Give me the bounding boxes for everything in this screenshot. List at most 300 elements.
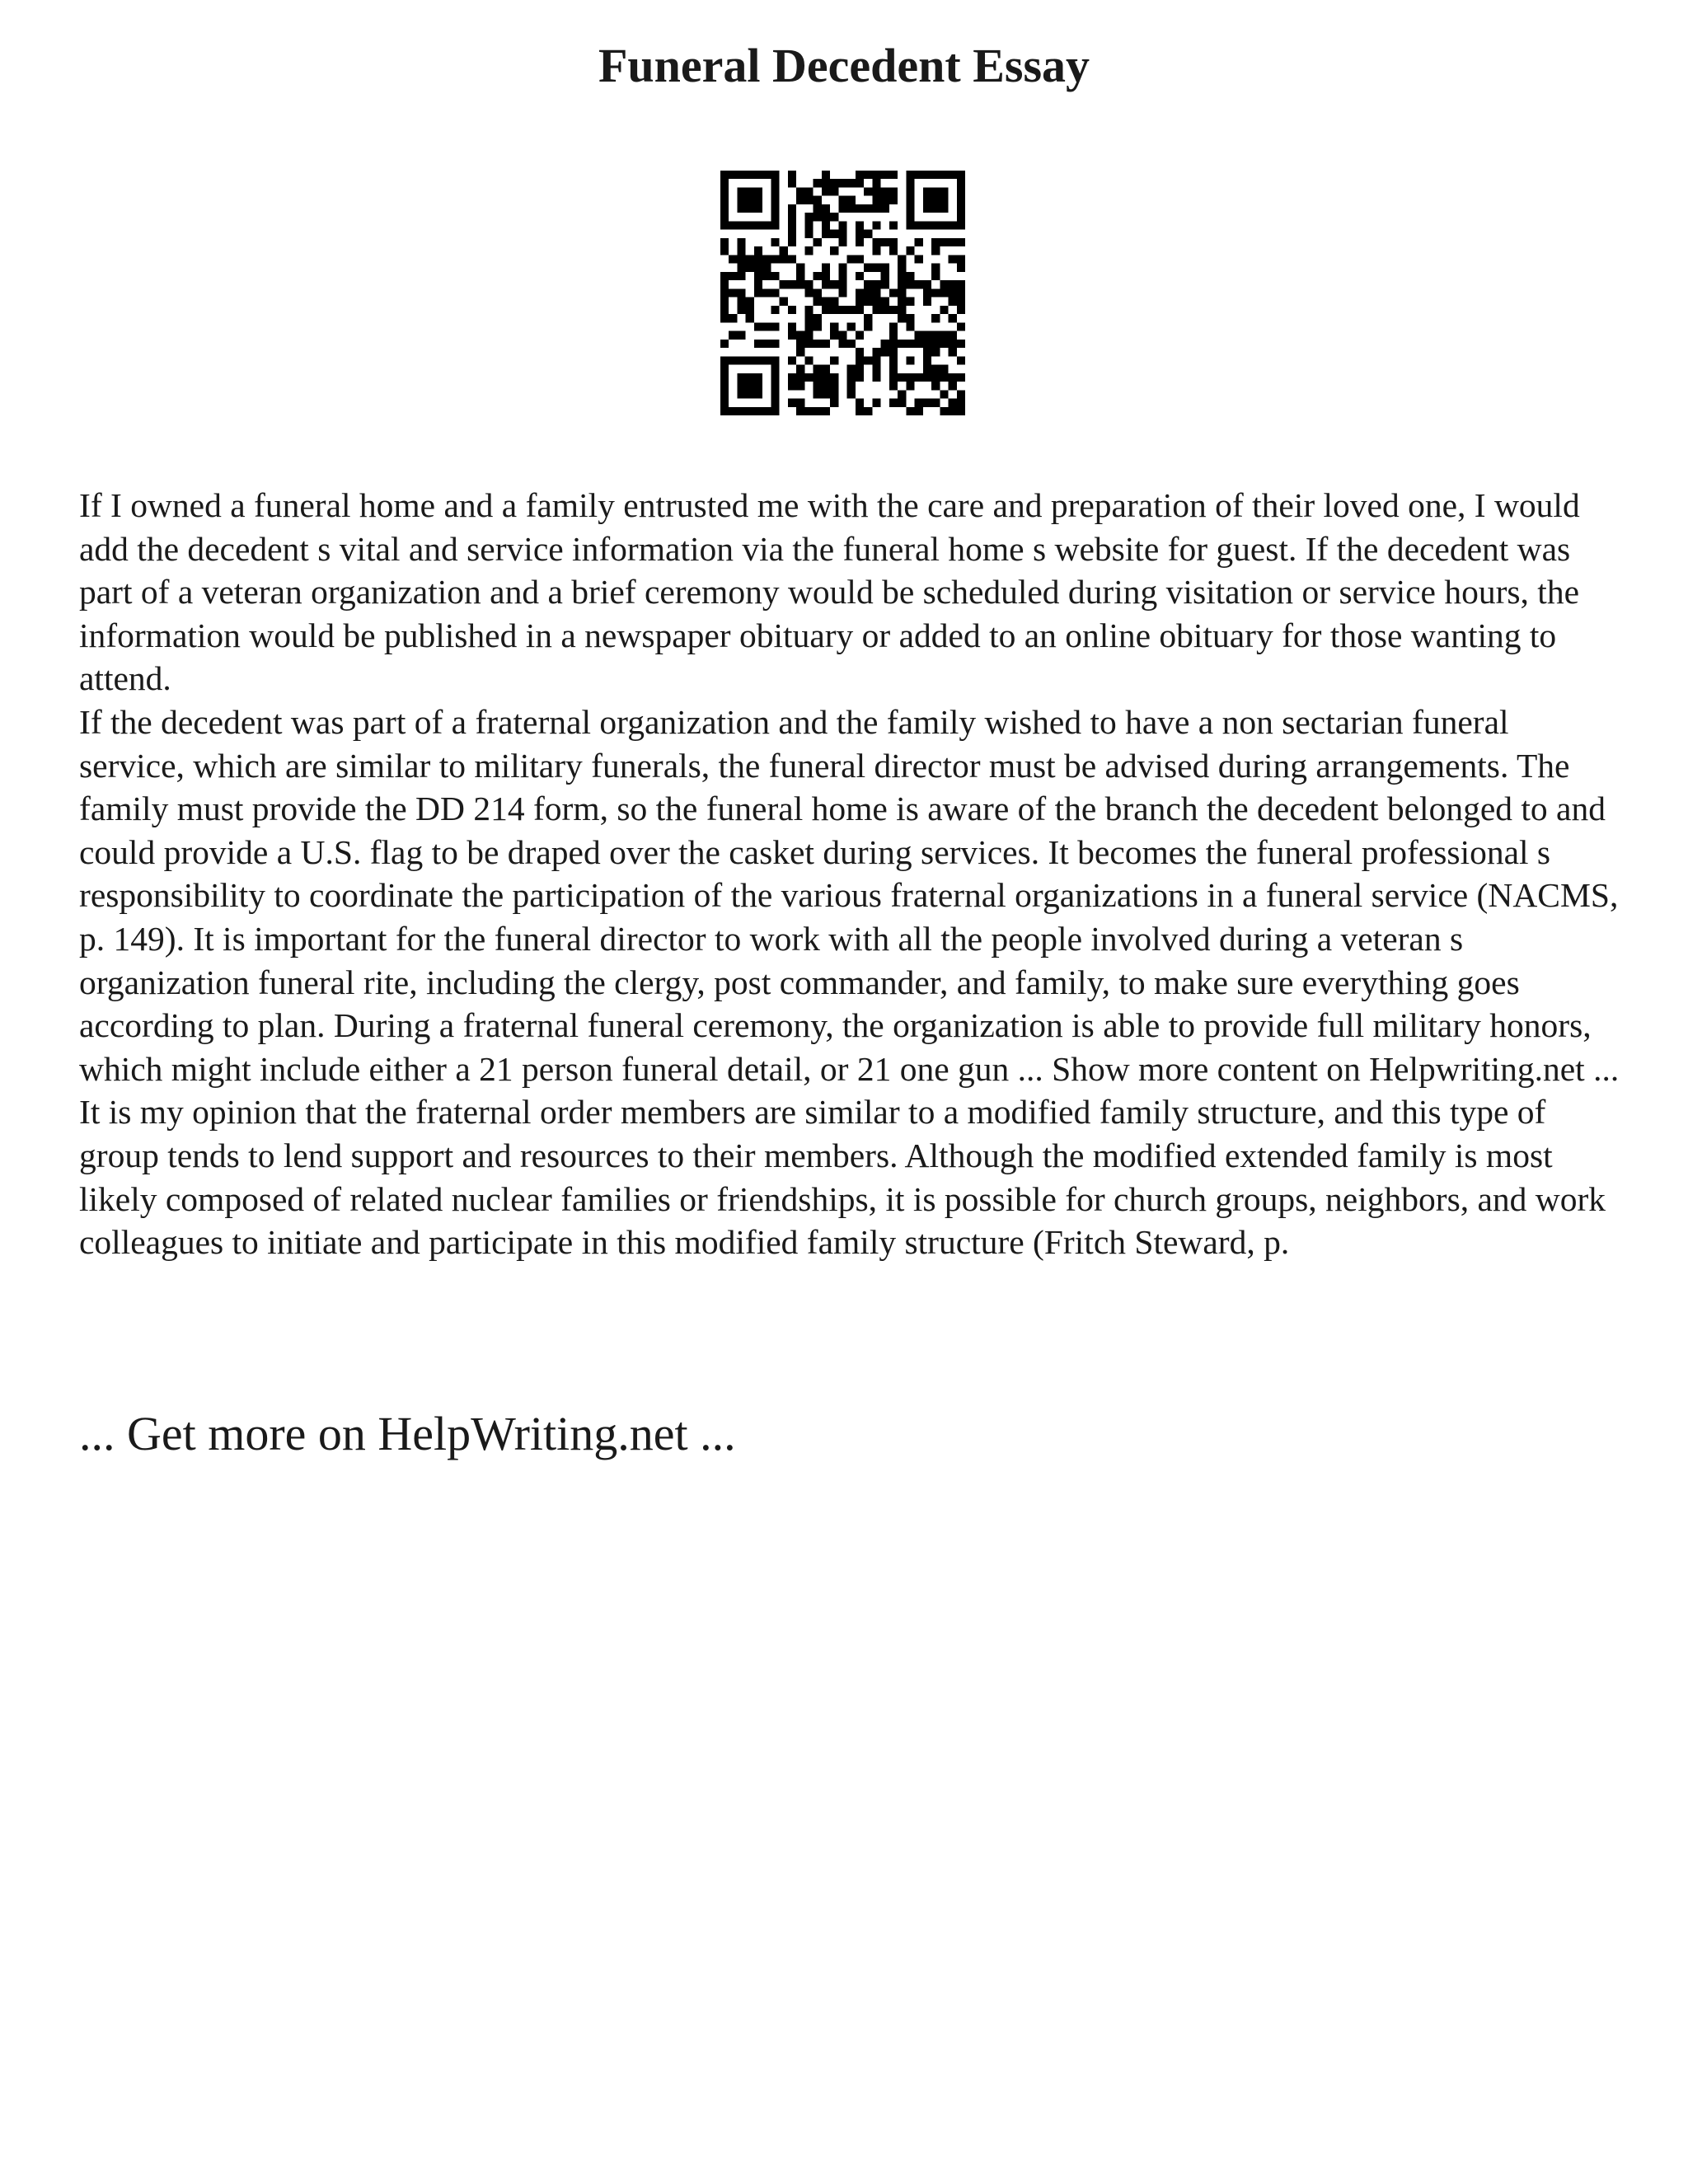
qr-module xyxy=(796,399,804,407)
qr-module xyxy=(830,382,838,390)
qr-module xyxy=(754,407,762,415)
qr-module xyxy=(889,322,898,330)
qr-module xyxy=(872,204,880,213)
qr-module xyxy=(804,288,813,297)
qr-module xyxy=(754,280,762,288)
qr-module xyxy=(822,204,830,213)
qr-module xyxy=(881,187,889,195)
qr-module xyxy=(720,280,729,288)
qr-module xyxy=(830,230,838,238)
qr-module xyxy=(856,399,864,407)
qr-module xyxy=(906,298,914,306)
qr-module xyxy=(889,187,898,195)
qr-module xyxy=(898,314,906,322)
qr-module xyxy=(720,204,729,213)
qr-module xyxy=(898,399,906,407)
qr-module xyxy=(923,196,931,204)
qr-module xyxy=(940,187,948,195)
qr-module xyxy=(796,280,804,288)
qr-module xyxy=(804,246,813,255)
qr-module xyxy=(720,306,729,314)
qr-module xyxy=(940,365,948,373)
qr-module xyxy=(754,246,762,255)
qr-module xyxy=(762,221,771,229)
qr-module xyxy=(898,373,906,382)
qr-module xyxy=(872,399,880,407)
qr-module xyxy=(780,255,788,263)
qr-module xyxy=(923,298,931,306)
qr-module xyxy=(889,365,898,373)
qr-module xyxy=(923,288,931,297)
qr-module xyxy=(788,382,796,390)
qr-module xyxy=(923,373,931,382)
qr-module xyxy=(957,255,965,263)
qr-module xyxy=(864,204,872,213)
qr-module xyxy=(872,298,880,306)
qr-module xyxy=(931,171,940,179)
qr-module xyxy=(856,230,864,238)
qr-module xyxy=(931,196,940,204)
qr-module xyxy=(762,171,771,179)
qr-module xyxy=(754,204,762,213)
qr-module xyxy=(830,390,838,398)
qr-module xyxy=(822,407,830,415)
qr-module xyxy=(949,348,957,356)
qr-module xyxy=(822,306,830,314)
qr-module xyxy=(906,373,914,382)
qr-module xyxy=(864,356,872,364)
qr-module xyxy=(720,179,729,187)
qr-module xyxy=(949,407,957,415)
qr-module xyxy=(788,204,796,213)
qr-module xyxy=(754,171,762,179)
qr-module xyxy=(771,373,779,382)
qr-module xyxy=(881,298,889,306)
qr-module xyxy=(754,382,762,390)
qr-module xyxy=(940,238,948,246)
qr-module xyxy=(788,306,796,314)
qr-module xyxy=(923,331,931,340)
qr-module xyxy=(788,255,796,263)
qr-module xyxy=(949,280,957,288)
qr-module xyxy=(771,171,779,179)
qr-module xyxy=(906,340,914,348)
qr-module xyxy=(931,187,940,195)
qr-module xyxy=(754,196,762,204)
qr-module xyxy=(864,407,872,415)
qr-module xyxy=(949,171,957,179)
qr-module xyxy=(754,288,762,297)
qr-module xyxy=(796,373,804,382)
qr-module xyxy=(881,264,889,272)
qr-module xyxy=(804,322,813,330)
qr-module xyxy=(804,187,813,195)
page-title: Funeral Decedent Essay xyxy=(598,39,1090,92)
qr-module xyxy=(957,221,965,229)
qr-module xyxy=(872,171,880,179)
qr-module xyxy=(788,322,796,330)
qr-module xyxy=(746,255,754,263)
qr-module xyxy=(737,288,745,297)
qr-module xyxy=(754,272,762,280)
qr-module xyxy=(915,221,923,229)
qr-module xyxy=(838,340,846,348)
qr-module xyxy=(856,288,864,297)
qr-module xyxy=(898,298,906,306)
qr-module xyxy=(838,221,846,229)
qr-module xyxy=(796,365,804,373)
qr-module xyxy=(804,196,813,204)
qr-module xyxy=(889,399,898,407)
qr-module xyxy=(762,356,771,364)
qr-module xyxy=(796,272,804,280)
qr-module xyxy=(771,272,779,280)
qr-module xyxy=(814,365,822,373)
qr-module xyxy=(720,238,729,246)
qr-module xyxy=(949,399,957,407)
qr-module xyxy=(881,171,889,179)
qr-module xyxy=(906,179,914,187)
qr-module xyxy=(814,179,822,187)
qr-module xyxy=(804,314,813,322)
qr-module xyxy=(906,407,914,415)
qr-module xyxy=(872,187,880,195)
qr-module xyxy=(814,373,822,382)
qr-module xyxy=(957,373,965,382)
qr-module xyxy=(762,264,771,272)
qr-module xyxy=(771,322,779,330)
qr-module xyxy=(838,238,846,246)
qr-module xyxy=(814,314,822,322)
qr-module xyxy=(898,340,906,348)
qr-module xyxy=(856,255,864,263)
qr-module xyxy=(754,264,762,272)
qr-module xyxy=(872,264,880,272)
qr-module xyxy=(906,314,914,322)
qr-module xyxy=(889,348,898,356)
qr-module xyxy=(762,340,771,348)
qr-module xyxy=(940,306,948,314)
qr-module xyxy=(889,288,898,297)
qr-module xyxy=(931,399,940,407)
qr-module xyxy=(754,390,762,398)
qr-module xyxy=(814,382,822,390)
qr-module xyxy=(889,238,898,246)
qr-module xyxy=(847,382,856,390)
qr-module xyxy=(729,407,737,415)
qr-module xyxy=(957,280,965,288)
qr-module xyxy=(720,187,729,195)
qr-module xyxy=(906,272,914,280)
qr-module xyxy=(949,288,957,297)
qr-module xyxy=(804,213,813,221)
qr-module xyxy=(923,221,931,229)
qr-module xyxy=(940,221,948,229)
qr-module xyxy=(796,196,804,204)
qr-module xyxy=(720,373,729,382)
qr-module xyxy=(906,322,914,330)
qr-module xyxy=(906,213,914,221)
qr-module xyxy=(898,280,906,288)
qr-module xyxy=(923,365,931,373)
qr-module xyxy=(949,298,957,306)
qr-module xyxy=(957,187,965,195)
qr-module xyxy=(915,280,923,288)
qr-module xyxy=(838,196,846,204)
qr-module xyxy=(957,340,965,348)
qr-module xyxy=(856,179,864,187)
qr-module xyxy=(957,288,965,297)
qr-module xyxy=(898,255,906,263)
qr-module xyxy=(804,230,813,238)
qr-module xyxy=(737,264,745,272)
qr-module xyxy=(847,340,856,348)
qr-module xyxy=(822,272,830,280)
qr-module xyxy=(872,288,880,297)
qr-module xyxy=(720,314,729,322)
qr-module xyxy=(729,356,737,364)
qr-module xyxy=(771,238,779,246)
qr-module xyxy=(923,280,931,288)
qr-module xyxy=(720,213,729,221)
qr-module xyxy=(814,288,822,297)
qr-module xyxy=(881,280,889,288)
qr-module xyxy=(881,204,889,213)
qr-module xyxy=(788,280,796,288)
qr-module xyxy=(881,238,889,246)
qr-module xyxy=(771,340,779,348)
qr-module xyxy=(915,407,923,415)
qr-module xyxy=(847,322,856,330)
qr-module xyxy=(889,306,898,314)
qr-module xyxy=(737,331,745,340)
qr-module xyxy=(931,331,940,340)
qr-module xyxy=(906,196,914,204)
qr-module xyxy=(822,230,830,238)
qr-module xyxy=(754,356,762,364)
qr-module xyxy=(856,407,864,415)
qr-module xyxy=(780,298,788,306)
qr-module xyxy=(737,298,745,306)
qr-module xyxy=(847,390,856,398)
qr-module xyxy=(838,306,846,314)
qr-module xyxy=(923,356,931,364)
qr-module xyxy=(814,390,822,398)
qr-module xyxy=(889,373,898,382)
qr-module xyxy=(771,213,779,221)
qr-module xyxy=(906,171,914,179)
qr-module xyxy=(796,187,804,195)
qr-module xyxy=(720,246,729,255)
qr-module xyxy=(830,246,838,255)
qr-module xyxy=(822,340,830,348)
qr-module xyxy=(746,407,754,415)
qr-module xyxy=(822,179,830,187)
qr-module xyxy=(796,407,804,415)
qr-module xyxy=(838,272,846,280)
qr-module xyxy=(856,331,864,340)
qr-module xyxy=(729,221,737,229)
qr-module xyxy=(847,179,856,187)
qr-module xyxy=(788,356,796,364)
qr-module xyxy=(737,382,745,390)
qr-module xyxy=(830,331,838,340)
qr-module xyxy=(889,171,898,179)
qr-module xyxy=(804,340,813,348)
qr-module xyxy=(746,171,754,179)
essay-body xyxy=(79,484,1620,1264)
qr-module xyxy=(949,314,957,322)
qr-module xyxy=(746,373,754,382)
qr-module xyxy=(780,280,788,288)
qr-module xyxy=(814,322,822,330)
qr-module xyxy=(788,213,796,221)
qr-module xyxy=(957,399,965,407)
qr-module xyxy=(940,280,948,288)
qr-module xyxy=(796,382,804,390)
qr-module xyxy=(746,390,754,398)
qr-module xyxy=(915,255,923,263)
qr-module xyxy=(856,171,864,179)
qr-module xyxy=(856,204,864,213)
qr-module xyxy=(847,373,856,382)
qr-module xyxy=(804,356,813,364)
qr-module xyxy=(771,204,779,213)
qr-module xyxy=(906,382,914,390)
qr-module xyxy=(931,246,940,255)
qr-module xyxy=(847,255,856,263)
qr-module xyxy=(940,331,948,340)
qr-module xyxy=(720,196,729,204)
qr-module xyxy=(822,213,830,221)
qr-module xyxy=(889,246,898,255)
qr-module xyxy=(856,272,864,280)
qr-module xyxy=(872,280,880,288)
qr-module xyxy=(856,373,864,382)
qr-module xyxy=(915,331,923,340)
qr-module xyxy=(737,306,745,314)
qr-module xyxy=(771,356,779,364)
qr-module xyxy=(771,196,779,204)
qr-module xyxy=(720,399,729,407)
qr-module xyxy=(957,238,965,246)
qr-module xyxy=(720,365,729,373)
qr-module xyxy=(931,204,940,213)
qr-module xyxy=(771,221,779,229)
qr-module xyxy=(898,306,906,314)
qr-module xyxy=(931,373,940,382)
qr-module xyxy=(788,238,796,246)
get-more-link[interactable]: ... Get more on HelpWriting.net ... xyxy=(79,1407,736,1460)
qr-module xyxy=(872,196,880,204)
qr-module xyxy=(720,340,729,348)
qr-module xyxy=(856,221,864,229)
qr-code-icon xyxy=(720,171,965,415)
qr-module xyxy=(864,230,872,238)
qr-module xyxy=(864,314,872,322)
qr-module xyxy=(957,322,965,330)
qr-module xyxy=(898,390,906,398)
qr-module xyxy=(746,264,754,272)
qr-module xyxy=(814,298,822,306)
qr-module xyxy=(906,187,914,195)
qr-module xyxy=(889,382,898,390)
qr-module xyxy=(771,399,779,407)
qr-module xyxy=(814,213,822,221)
qr-module xyxy=(906,280,914,288)
qr-module xyxy=(838,264,846,272)
qr-module xyxy=(754,221,762,229)
qr-module xyxy=(830,356,838,364)
qr-module xyxy=(931,382,940,390)
qr-module xyxy=(957,407,965,415)
qr-module xyxy=(940,171,948,179)
qr-module xyxy=(906,221,914,229)
qr-module xyxy=(957,264,965,272)
qr-module xyxy=(931,221,940,229)
qr-module xyxy=(720,288,729,297)
qr-module xyxy=(864,171,872,179)
qr-module xyxy=(864,298,872,306)
qr-module xyxy=(864,264,872,272)
qr-module xyxy=(814,238,822,246)
qr-module xyxy=(830,399,838,407)
qr-module xyxy=(729,288,737,297)
qr-module xyxy=(915,399,923,407)
qr-module xyxy=(729,255,737,263)
qr-module xyxy=(949,221,957,229)
qr-module xyxy=(923,340,931,348)
qr-module xyxy=(915,238,923,246)
qr-module xyxy=(931,238,940,246)
qr-module xyxy=(898,288,906,297)
qr-module xyxy=(822,187,830,195)
qr-module xyxy=(771,306,779,314)
qr-module xyxy=(737,171,745,179)
qr-module xyxy=(771,407,779,415)
qr-module xyxy=(796,340,804,348)
qr-module xyxy=(720,221,729,229)
qr-module xyxy=(771,187,779,195)
qr-module xyxy=(737,196,745,204)
qr-module xyxy=(940,196,948,204)
qr-module xyxy=(771,382,779,390)
qr-module xyxy=(838,204,846,213)
qr-module xyxy=(864,187,872,195)
qr-module xyxy=(720,407,729,415)
qr-module xyxy=(754,255,762,263)
qr-module xyxy=(737,221,745,229)
qr-module xyxy=(864,280,872,288)
qr-module xyxy=(931,314,940,322)
qr-module xyxy=(788,171,796,179)
qr-module xyxy=(737,238,745,246)
qr-module xyxy=(847,365,856,373)
qr-module xyxy=(923,204,931,213)
qr-module xyxy=(788,179,796,187)
qr-module xyxy=(957,306,965,314)
qr-module xyxy=(729,331,737,340)
qr-module xyxy=(822,382,830,390)
qr-module xyxy=(746,187,754,195)
qr-module xyxy=(720,356,729,364)
qr-module xyxy=(771,255,779,263)
qr-module xyxy=(746,221,754,229)
qr-module xyxy=(822,298,830,306)
qr-module xyxy=(762,288,771,297)
qr-module xyxy=(814,272,822,280)
qr-module xyxy=(949,382,957,390)
